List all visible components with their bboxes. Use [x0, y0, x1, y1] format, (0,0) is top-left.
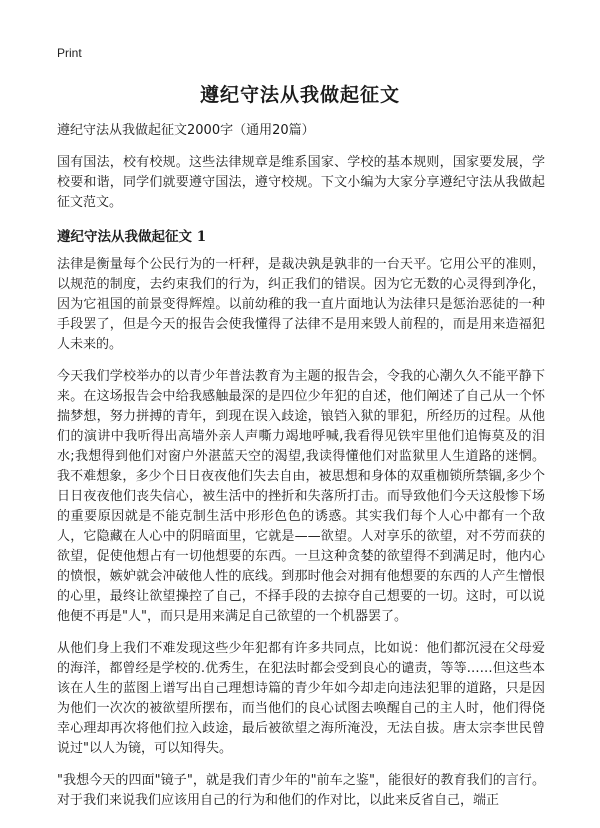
body-paragraph: 从他们身上我们不难发现这些少年犯都有许多共同点，比如说：他们都沉浸在父母爱的海洋，都曾经是学校的.优秀生，在犯法时都会受到良心的谴责，等等……但这些本该在人生的蓝图上谱写出自己理想诗篇的青少年如今却走向违法犯罪的道路，只是因为他们一次次的被欲望所摆布，而当他们的良心试图去唤醒自己的主人时，他们得侥幸心理却再次将他们拉入歧途，最后被欲望之海所淹没，无法自拔。唐太宗李世民曾说过"以人为镜，可以知得失。: [57, 641, 545, 756]
intro-paragraph: 国有国法，校有校规。这些法律规章是维系国家、学校的基本规则，国家要发展，学校要和谐，同学们就要遵守国法，遵守校规。下文小编为大家分享遵纪守法从我做起征文范文。: [57, 155, 545, 210]
body-paragraph: 今天我们学校举办的以青少年普法教育为主题的报告会，令我的心潮久久不能平静下来。在这场报告会中给我感触最深的是四位少年犯的自述，他们阐述了自己从一个怀揣梦想，努力拼搏的青年，到现在误入歧途，锒铛入狱的罪犯，所经历的过程。从他们的演讲中我听得出高墙外亲人声嘶力竭地呼喊,我看得见铁牢里他们追悔莫及的泪水;我想得到他们对窗户外湛蓝天空的渴望,我读得懂他们对监狱里人生道路的迷惘。我不难想象，多少个日日夜夜他们失去自由，被思想和身体的双重枷锁所禁锢,多少个日日夜夜他们丧失信心，被生活中的挫折和失落所打击。而导致他们今天这般惨下场的重要原因就是不能克制生活中形形色色的诱惑。其实我们每个人心中都有一个敌人，它隐藏在人心中的阴暗面里，它就是——欲望。人对享乐的欲望，对不劳而获的欲望，促使他想占有一切他想要的东西。一旦这种贪婪的欲望得不到满足时，他内心的愤恨，嫉妒就会冲破他人性的底线。到那时他会对拥有他想要的东西的人产生憎恨的心里，最终让欲望操控了自己，不择手段的去掠夺自己想要的一切。这时，可以说他便不再是"人"，而只是用来满足自己欲望的一个机器罢了。: [57, 369, 545, 624]
document-subtitle: 遵纪守法从我做起征文2000字（通用20篇）: [57, 123, 315, 138]
document-body: [57, 121, 545, 823]
body-paragraph: 法律是衡量每个公民行为的一杆秤，是裁决孰是孰非的一台天平。它用公平的准则，以规范的制度，去约束我们的行为，纠正我们的错误。因为它无数的心灵得到净化，因为它祖国的前景变得辉煌。以前幼稚的我一直片面地认为法律只是惩治恶徒的一种手段罢了，但是今天的报告会使我懂得了法律不是用来毁人前程的，而是用来造福犯人未来的。: [57, 257, 545, 352]
body-paragraph: "我想今天的四面"镜子"，就是我们青少年的"前车之鉴"，能很好的教育我们的言行。对于我们来说我们应该用自己的行为和他们的作对比，以此来反省自己，端正: [57, 773, 545, 808]
document-title: 遵纪守法从我做起征文: [199, 84, 400, 106]
print-link[interactable]: Print: [57, 46, 82, 60]
section-heading: 遵纪守法从我做起征文 1: [57, 229, 207, 245]
